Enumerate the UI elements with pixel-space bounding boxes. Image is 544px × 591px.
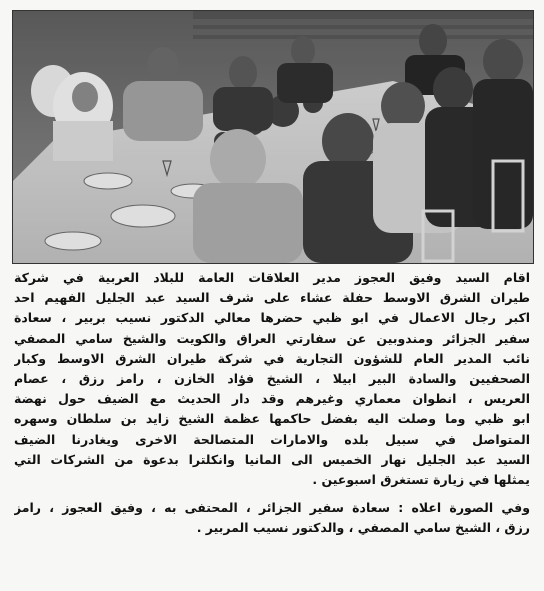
body-line: ابو ظبي وما وصلت اليه بفضل حاكمها عظمة الشيخ زايد بن سلطان وسهره [14, 411, 530, 427]
banquet-photo-image [13, 11, 533, 263]
banquet-photo [12, 10, 534, 264]
caption-line: وفي الصورة اعلاه : سعادة سفير الجزائر ، المحتفى به ، وفيق العجوز ، رامز [14, 500, 530, 516]
caption-line: رزق ، الشيخ سامي المصفي ، والدكتور نسيب المربير . [196, 520, 530, 536]
body-line: طيران الشرق الاوسط حفلة عشاء على شرف السيد عبد الجليل الفهيم احد [14, 290, 530, 306]
body-line: الصحفيين والسادة البير ابيلا ، الشيخ فؤاد الخازن ، رامز رزق ، عصام [14, 371, 530, 387]
body-line: نائب المدير العام للشؤون التجارية في شركة طيران الشرق الاوسط وكبار [14, 350, 530, 366]
body-line: العريس ، انطوان معماري وغيرهم وقد دار الحديث مع الضيف حول نهضة [14, 391, 530, 407]
body-line: يمثلها في زيارة تستغرق اسبوعين . [312, 472, 530, 488]
photo-caption [14, 498, 530, 538]
body-line: سفير الجزائر ومندوبين عن سفارتي العراق والكويت والشيخ سامي المصفي [14, 330, 530, 346]
article-text [14, 268, 530, 586]
article-body [14, 268, 530, 490]
body-line: السيد عبد الجليل نهار الخميس الى المانيا وانكلترا بدعوة من الشركات التي [14, 451, 530, 467]
body-line: اكبر رجال الاعمال في ابو ظبي حضرها معالي الدكتور نسيب بربير ، سعادة [14, 310, 530, 326]
body-line: المتواصل في سبيل بلده والامارات المتصالحة الاخرى ويغادرنا الضيف [14, 431, 530, 447]
body-line: اقام السيد وفيق العجوز مدير العلاقات العامة للبلاد العربية في شركة [14, 270, 530, 285]
